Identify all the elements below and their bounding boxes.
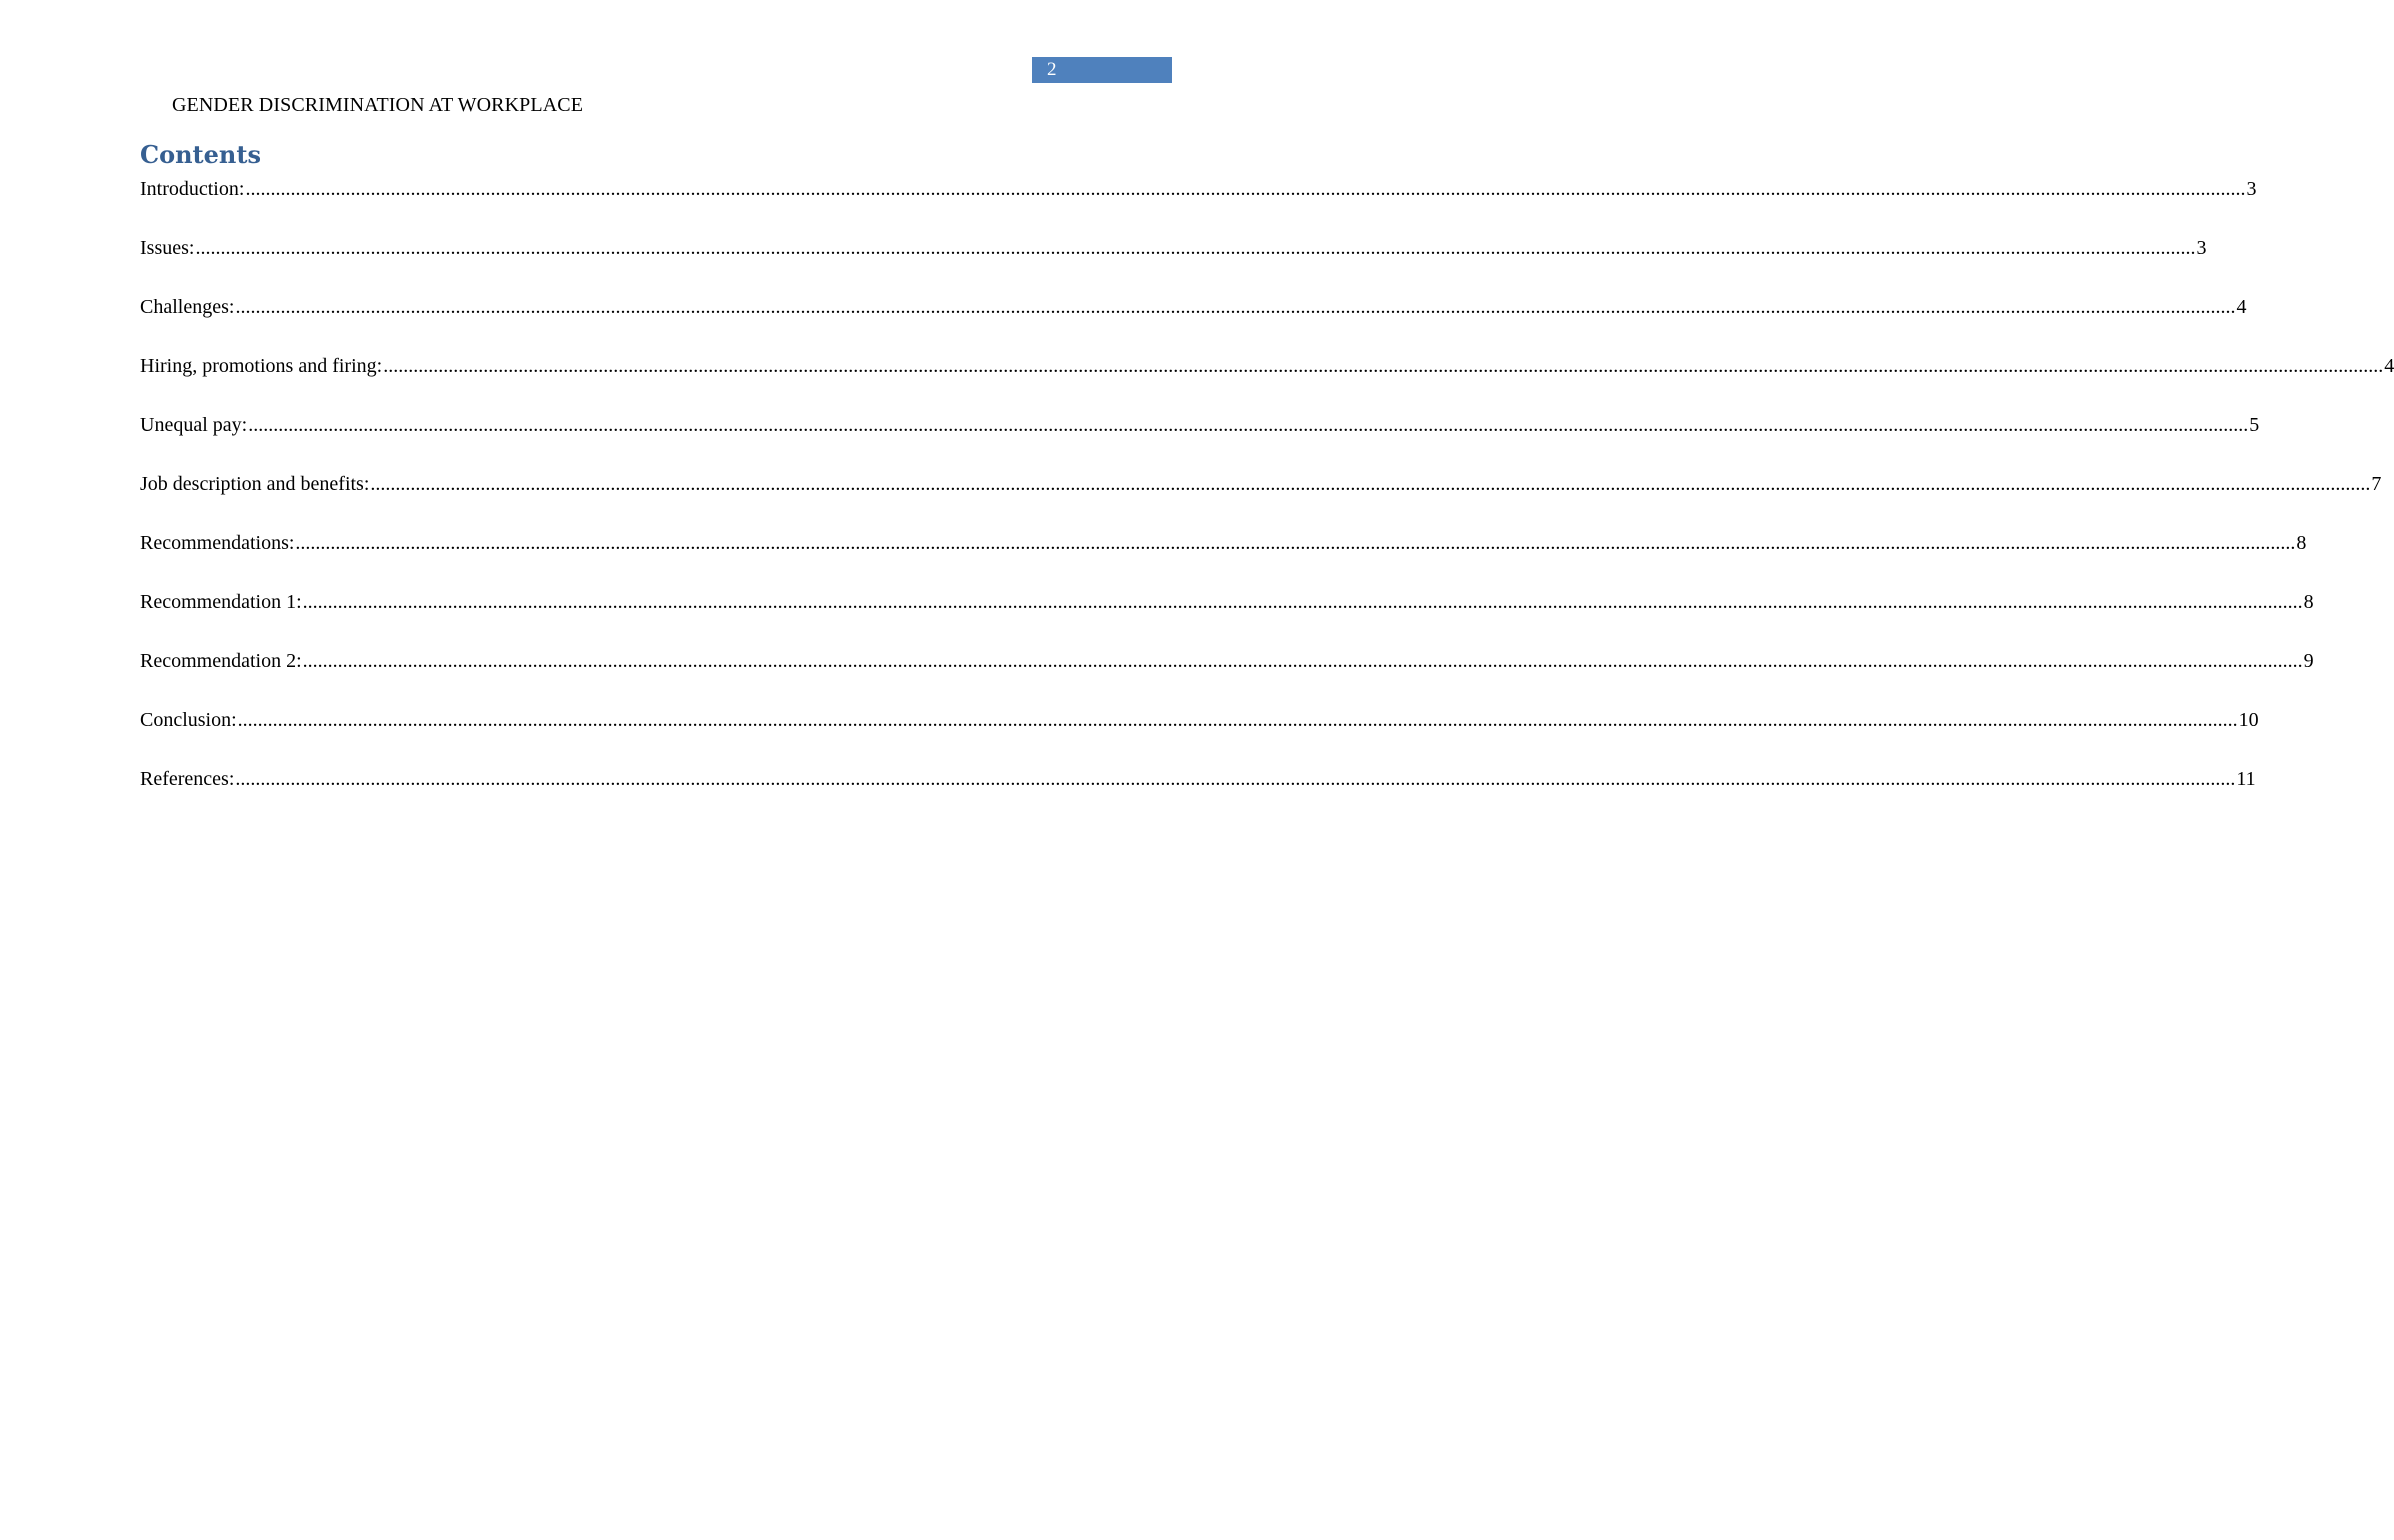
toc-entry-page: 7 bbox=[2371, 473, 2382, 495]
toc-entry-recommendation-1[interactable] bbox=[140, 590, 2314, 649]
toc-entry-label: Job description and benefits: bbox=[140, 473, 370, 495]
toc-dot-leader: ................................................................................................................................................................................................................................................................................................................................................................................................................ bbox=[237, 709, 2238, 731]
toc-entry-page: 5 bbox=[2249, 414, 2260, 436]
toc-entry-conclusion[interactable] bbox=[140, 708, 2259, 767]
toc-dot-leader: ................................................................................................................................................................................................................................................................................................................................................................................................................ bbox=[295, 532, 2296, 554]
toc-entry-page: 3 bbox=[2246, 178, 2257, 200]
table-of-contents bbox=[140, 177, 2394, 826]
page-number-box bbox=[1032, 57, 1172, 83]
toc-dot-leader: ................................................................................................................................................................................................................................................................................................................................................................................................................ bbox=[302, 591, 2303, 613]
toc-dot-leader: ................................................................................................................................................................................................................................................................................................................................................................................................................ bbox=[195, 237, 2196, 259]
toc-entry-page: 10 bbox=[2238, 709, 2259, 731]
toc-entry-label: Introduction: bbox=[140, 178, 245, 200]
toc-dot-leader: ................................................................................................................................................................................................................................................................................................................................................................................................................ bbox=[302, 650, 2303, 672]
toc-title: Contents bbox=[140, 140, 261, 169]
toc-entry-recommendation-2[interactable] bbox=[140, 649, 2314, 708]
running-head: GENDER DISCRIMINATION AT WORKPLACE bbox=[172, 94, 584, 116]
toc-dot-leader: ................................................................................................................................................................................................................................................................................................................................................................................................................ bbox=[235, 768, 2236, 790]
toc-entry-label: Conclusion: bbox=[140, 709, 237, 731]
toc-dot-leader: ................................................................................................................................................................................................................................................................................................................................................................................................................ bbox=[248, 414, 2249, 436]
toc-entry-page: 3 bbox=[2196, 237, 2207, 259]
toc-entry-label: Recommendations: bbox=[140, 532, 295, 554]
toc-entry-hiring-promotions-firing[interactable] bbox=[140, 354, 2394, 413]
toc-entry-label: Unequal pay: bbox=[140, 414, 248, 436]
toc-entry-page: 11 bbox=[2236, 768, 2256, 790]
toc-entry-label: Recommendation 2: bbox=[140, 650, 302, 672]
toc-entry-job-description-benefits[interactable] bbox=[140, 472, 2382, 531]
toc-entry-page: 8 bbox=[2296, 532, 2307, 554]
toc-entry-recommendations[interactable] bbox=[140, 531, 2307, 590]
toc-entry-page: 4 bbox=[2236, 296, 2247, 318]
toc-entry-issues[interactable] bbox=[140, 236, 2207, 295]
toc-dot-leader: ................................................................................................................................................................................................................................................................................................................................................................................................................ bbox=[245, 178, 2246, 200]
toc-dot-leader: ................................................................................................................................................................................................................................................................................................................................................................................................................ bbox=[383, 355, 2384, 377]
toc-entry-page: 8 bbox=[2303, 591, 2314, 613]
toc-entry-page: 4 bbox=[2384, 355, 2394, 377]
toc-entry-references[interactable] bbox=[140, 767, 2256, 826]
toc-entry-challenges[interactable] bbox=[140, 295, 2247, 354]
toc-entry-introduction[interactable] bbox=[140, 177, 2257, 236]
toc-dot-leader: ................................................................................................................................................................................................................................................................................................................................................................................................................ bbox=[370, 473, 2371, 495]
toc-entry-label: Recommendation 1: bbox=[140, 591, 302, 613]
toc-entry-label: Challenges: bbox=[140, 296, 235, 318]
toc-dot-leader: ................................................................................................................................................................................................................................................................................................................................................................................................................ bbox=[235, 296, 2236, 318]
toc-entry-label: References: bbox=[140, 768, 235, 790]
page-number: 2 bbox=[1047, 59, 1057, 80]
toc-entry-label: Hiring, promotions and firing: bbox=[140, 355, 383, 377]
toc-entry-label: Issues: bbox=[140, 237, 195, 259]
toc-entry-page: 9 bbox=[2303, 650, 2314, 672]
toc-entry-unequal-pay[interactable] bbox=[140, 413, 2260, 472]
